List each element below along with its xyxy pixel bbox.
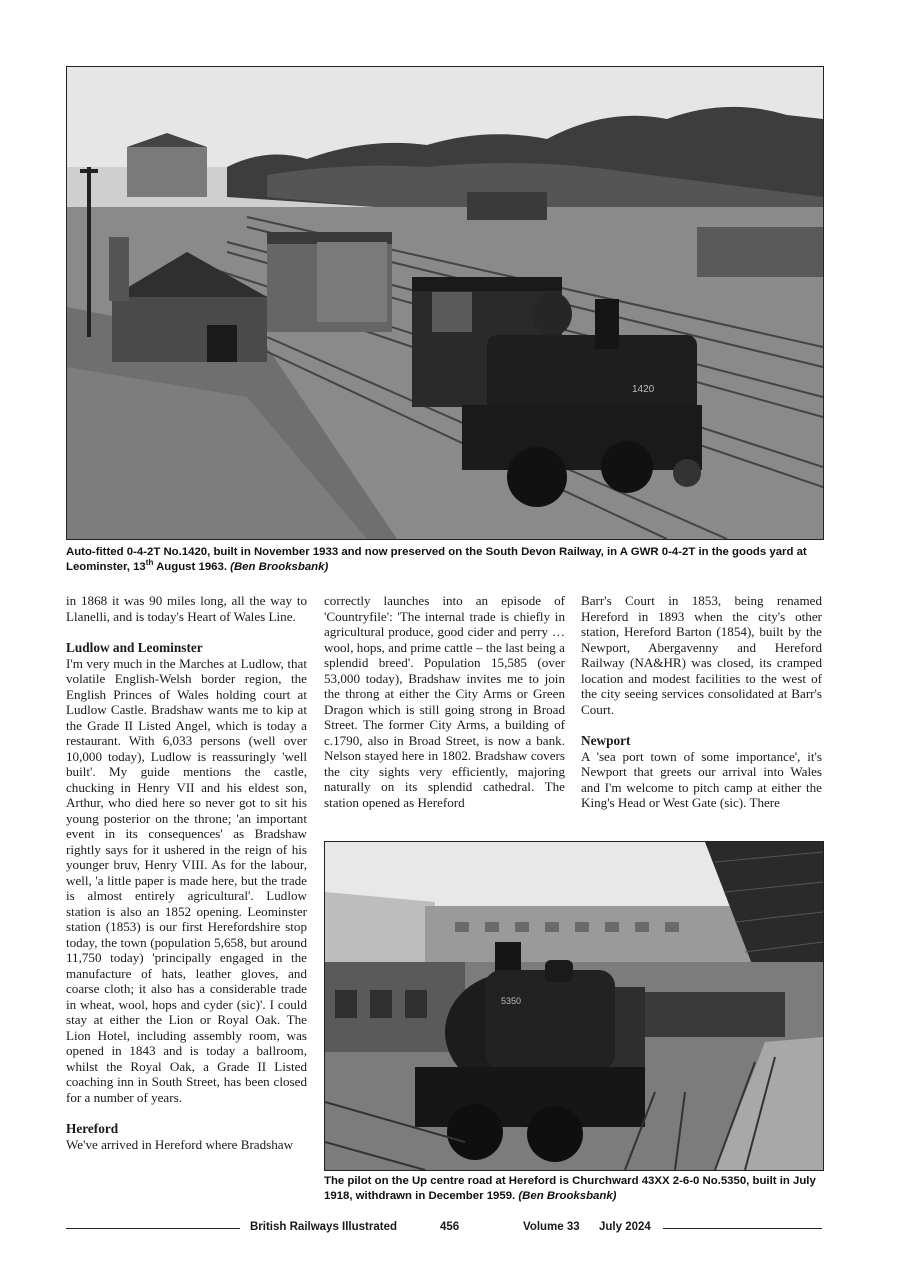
heading-ludlow-leominster: Ludlow and Leominster	[66, 640, 203, 655]
footer-rule-left	[66, 1228, 240, 1229]
heading-hereford: Hereford	[66, 1121, 119, 1136]
text-column-2	[324, 593, 565, 810]
footer-date: July 2024	[599, 1221, 651, 1233]
page-footer	[0, 1219, 906, 1239]
photo-2-image	[325, 842, 823, 1170]
photo-1-caption	[66, 545, 826, 574]
loco-5350-number: 5350	[501, 996, 522, 1006]
photo-loco-1420-leominster	[66, 66, 824, 540]
loco-1420-number: 1420	[632, 384, 655, 395]
footer-page-number: 456	[440, 1221, 460, 1233]
photo-1-caption-text: Auto-fitted 0-4-2T No.1420, built in November 1933 and now preserved on the South Devon Railway, in A GWR 0-4-2T in the goods yard at Leominster, 13	[66, 546, 807, 573]
photo-1-credit: (Ben Brooksbank)	[230, 560, 329, 573]
photo-2-credit: (Ben Brooksbank)	[518, 1189, 617, 1202]
text-column-3	[581, 593, 822, 811]
photo-1-caption-tail: August 1963.	[153, 560, 231, 573]
text-column-1	[66, 593, 307, 1152]
photo-2-caption-text: The pilot on the Up centre road at Hereford is Churchward 43XX 2-6-0 No.5350, built in July 1918, withdrawn in December 1959.	[324, 1175, 816, 1202]
footer-rule-right	[663, 1228, 822, 1229]
footer-magazine-title: British Railways Illustrated	[250, 1221, 397, 1233]
photo-1-image	[67, 67, 823, 539]
paragraph-barrs-court: Barr's Court in 1853, being renamed Hereford in 1893 when the city's other station, Hereford Barton (1854), built by the Newport, Abergavenny and Hereford Railway (NA&HR) was closed, its cramped location and modest facilities to the west of the city seeing services consolidated at Barr's Court.	[581, 593, 822, 717]
paragraph-ludlow: I'm very much in the Marches at Ludlow, that volatile English-Welsh border region, the English Princes of Wales holding court at Ludlow Castle. Bradshaw wants me to kip at the Grade II Listed Angel, which is today a restaurant. With 6,033 persons (well over 10,000 today), Ludlow is reassuringly 'well built'. My guide mentions the castle, chucking in Henry VII and his eldest son, Arthur, who died here so never got to sit his young posterior on the throne; 'an important event in its consequences' as Bradshaw rightly says for it ushered in the reign of his younger bruv, Henry VIII. As for the labour, well, 'a little paper is made here, but the trade is almost entirely agricultural'. Ludlow station is also an 1852 opening. Leominster station (1853) is our first Herefordshire stop today, the town (population 5,658, but around 11,750 today) 'principally engaged in the manufacture of hats, leather gloves, and coarse cloth; it also has a considerable trade in wheat, wool, hops and cyder (sic)'. I could stay at either the Lion or Royal Oak. The Lion Hotel, including assembly room, was opened in 1843 and is today a ballroom, whilst the Royal Oak, a Grade II Listed coaching inn in South Street, has been closed for a number of years.	[66, 655, 307, 1105]
paragraph-hereford-intro: We've arrived in Hereford where Bradshaw	[66, 1136, 294, 1152]
heading-newport: Newport	[581, 733, 631, 748]
photo-2-caption	[324, 1174, 829, 1203]
paragraph-heart-of-wales: in 1868 it was 90 miles long, all the way to Llanelli, and is today's Heart of Wales Line.	[66, 593, 307, 624]
photo-1-caption-sup: th	[145, 557, 154, 567]
photo-loco-5350-hereford	[324, 841, 824, 1171]
paragraph-hereford-countryfile: correctly launches into an episode of 'Countryfile': 'The internal trade is chiefly in agricultural produce, good cider and perry … wool, hops, and prime cattle – the last being a splendid breed'. Population 15,585 (over 53,000 today), Bradshaw invites me to join the throng at either the City Arms or Green Dragon which is still going strong in Broad Street. The former City Arms, a building of c.1790, also in Broad Street, is now a bank. Nelson stayed here in 1802. Bradshaw covers the city sights very efficiently, majoring naturally on its splendid cathedral. The station opened as Hereford	[324, 593, 565, 810]
paragraph-newport: A 'sea port town of some importance', it's Newport that greets our arrival into Wales and I'm welcome to pitch camp at either the King's Head or West Gate (sic). There	[581, 748, 822, 810]
footer-volume: Volume 33	[523, 1221, 580, 1233]
